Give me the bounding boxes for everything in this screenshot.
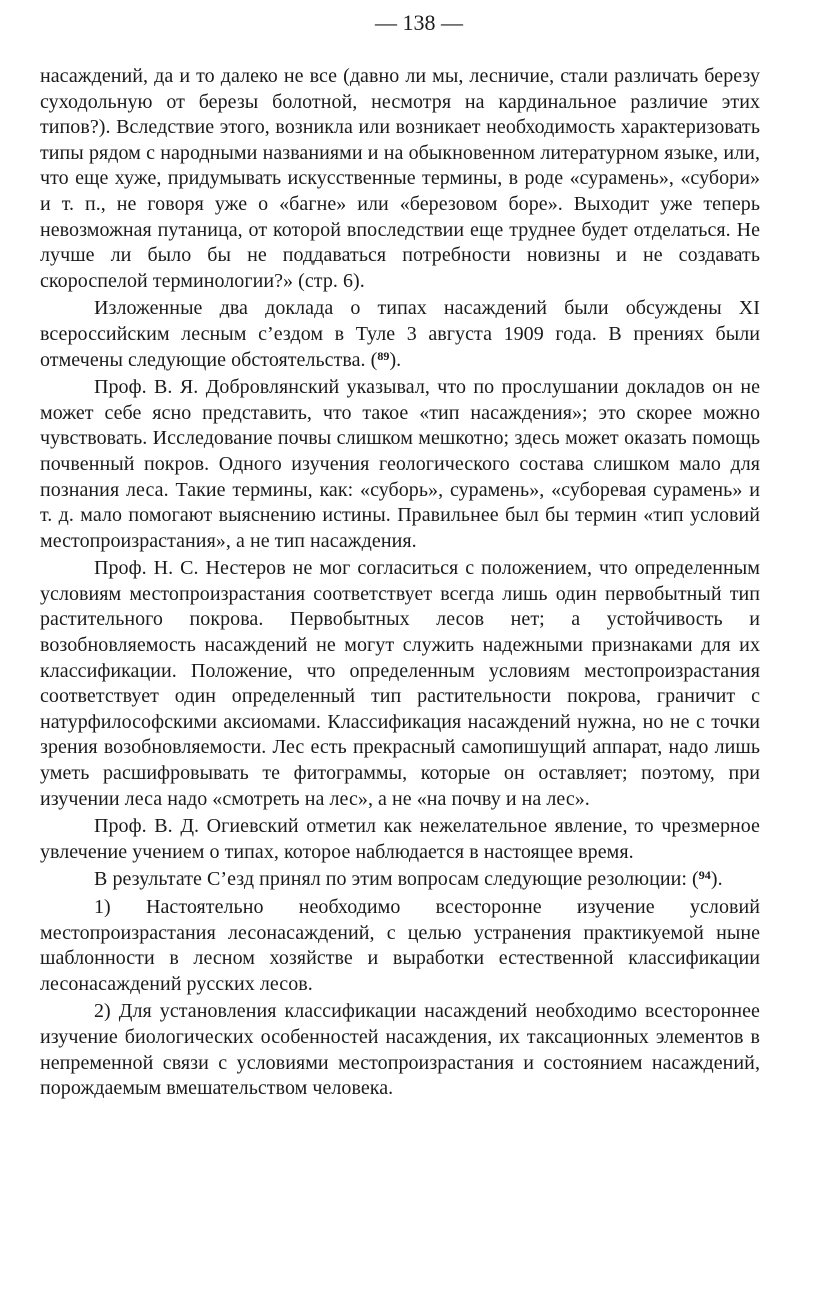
footnote-ref: 89 [377,348,390,363]
page-number: — 138 — [375,10,463,35]
paragraph-text: Изложенные два доклада о типах насаждений были обсуждены XI всероссийским лесным с’ездом в Туле 3 августа 1909 года. В прениях были отмечены следующие обстоятельства. ( [40,297,760,371]
paragraph-text-after: ). [389,348,402,371]
paragraph-text: В результате С’езд принял по этим вопросам следующие резолюции: ( [94,868,699,891]
paragraph-resolution-1 [40,895,760,997]
paragraph-resolution-2 [40,999,760,1101]
paragraph-continued-quote [40,64,760,294]
paragraph-nesterov [40,556,760,812]
paragraph-congress-discussion [40,296,760,373]
footnote-ref: 94 [698,868,711,883]
paragraph-ogievsky [40,814,760,865]
document-page [40,8,760,1102]
paragraph-text: 2) Для установления классификации насаждений необходимо всестороннее изучение биологических особенностей насаждения, их таксационных элементов в непременной связи с условиями местопроизрастания и состоянием насаждений, порождаемым вмешательством человека. [40,1000,760,1100]
paragraph-text: Проф. В. Я. Добровлянский указывал, что по прослушании докладов он не может себе ясно представить, что такое «тип насаждения»; это скорее можно чувствовать. Исследование почвы слишком мешкотно; здесь может оказать помощь почвенный покров. Одного изучения геологического состава слишком мало для познания леса. Такие термины, как: «суборь», сурамень», «суборевая сурамень» и т. д. мало помогают выяснению истины. Правильнее был бы термин «тип условий местопроизрастания», а не тип насаждения. [40,376,760,552]
paragraph-text: Проф. В. Д. Огиевский отметил как нежелательное явление, то чрезмерное увлечение учением о типах, которое наблюдается в настоящее время. [40,815,760,863]
paragraph-dobrovlyansky [40,375,760,554]
paragraph-text: 1) Настоятельно необходимо всесторонне изучение условий местопроизрастания лесонасаждений, с целью устранения практикуемой ныне шаблонности в лесном хозяйстве и выработки естественной классификации лесонасаждений русских лесов. [40,896,760,995]
paragraph-resolutions-intro [40,867,760,893]
paragraph-text: Проф. Н. С. Нестеров не мог согласиться с положением, что определенным условиям местопроизрастания соответствует всегда лишь один первобытный тип растительного покрова. Первобытных лесов нет; а устойчивость и возобновляемость насаждений не могут служить надежными признаками для их классификации. Положение, что определенным условиям местопроизрастания соответствует один определенный тип растительности покрова, граничит с натурфилософскими аксиомами. Классификация насаждений нужна, но не с точки зрения возобновляемости. Лес есть прекрасный самопишущий аппарат, надо лишь уметь расшифровывать те фитограммы, которые он оставляет; поэтому, при изучении леса надо «смотреть на лес», а не «на почву и на лес». [40,557,760,810]
paragraph-text: насаждений, да и то далеко не все (давно ли мы, лесничие, стали различать березу суходольную от березы болотной, несмотря на кардинальное различие этих типов?). Вследствие этого, возникла или возникает необходимость характеризовать типы рядом с народными названиями и на обыкновенном литературном языке, или, что еще хуже, придумывать искусственные термины, в роде «сурамень», «субори» и т. п., не говоря уже о «багне» или «березовом боре». Выходит уже теперь невозможная путаница, от которой впоследствии еще труднее будет отделаться. Не лучше ли было бы не поддаваться потребности новизны и не создавать скороспелой терминологии?» (стр. 6). [40,65,760,292]
paragraph-text-after: ). [710,868,723,891]
